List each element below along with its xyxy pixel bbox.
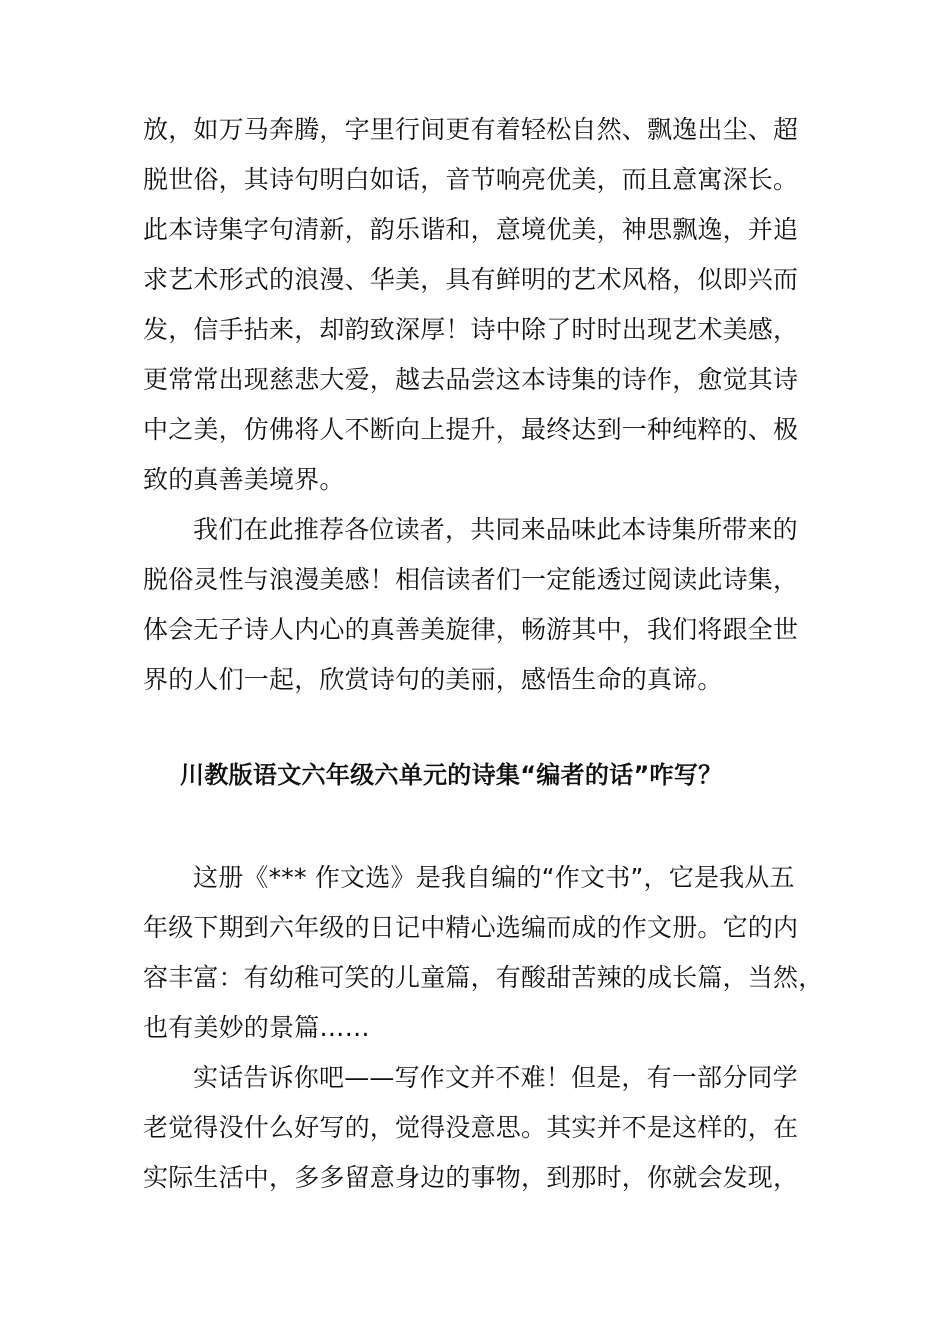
text-line: 年级下期到六年级的日记中精心选编而成的作文册。它的内: [143, 913, 799, 942]
text-line: 老觉得没什么好写的，觉得没意思。其实并不是这样的，在: [143, 1113, 799, 1142]
text-line: 此本诗集字句清新，韵乐谐和，意境优美，神思飘逸，并追: [143, 215, 799, 244]
text-line: 中之美，仿佛将人不断向上提升，最终达到一种纯粹的、极: [143, 415, 799, 444]
text-line: 发，信手拈来，却韵致深厚！诗中除了时时出现艺术美感，: [143, 315, 799, 344]
text-line: 脱世俗，其诗句明白如话，音节响亮优美，而且意寓深长。: [143, 165, 799, 194]
text-line: 求艺术形式的浪漫、华美，具有鲜明的艺术风格，似即兴而: [143, 265, 799, 294]
text-line: 界的人们一起，欣赏诗句的美丽，感悟生命的真谛。: [143, 665, 723, 694]
text-line: 放，如万马奔腾，字里行间更有着轻松自然、飘逸出尘、超: [143, 115, 799, 144]
section-heading: 川教版语文六年级六单元的诗集“编者的话”咋写？: [180, 761, 723, 789]
text-line: 更常常出现慈悲大爱，越去品尝这本诗集的诗作，愈觉其诗: [143, 365, 799, 394]
text-line: 实话告诉你吧——写作文并不难！但是，有一部分同学: [193, 1063, 798, 1092]
text-line: 体会无子诗人内心的真善美旋律，畅游其中，我们将跟全世: [143, 615, 799, 644]
text-line: 实际生活中，多多留意身边的事物，到那时，你就会发现，: [143, 1163, 799, 1192]
text-line: 致的真善美境界。: [143, 465, 345, 494]
text-line: 也有美妙的景篇……: [143, 1013, 370, 1042]
text-line: 容丰富：有幼稚可笑的儿童篇，有酸甜苦辣的成长篇，当然，: [143, 963, 824, 992]
text-line: 我们在此推荐各位读者，共同来品味此本诗集所带来的: [193, 515, 798, 544]
text-line: 脱俗灵性与浪漫美感！相信读者们一定能透过阅读此诗集，: [143, 565, 799, 594]
text-line: 这册《*** 作文选》是我自编的“作文书”，它是我从五: [193, 863, 795, 892]
